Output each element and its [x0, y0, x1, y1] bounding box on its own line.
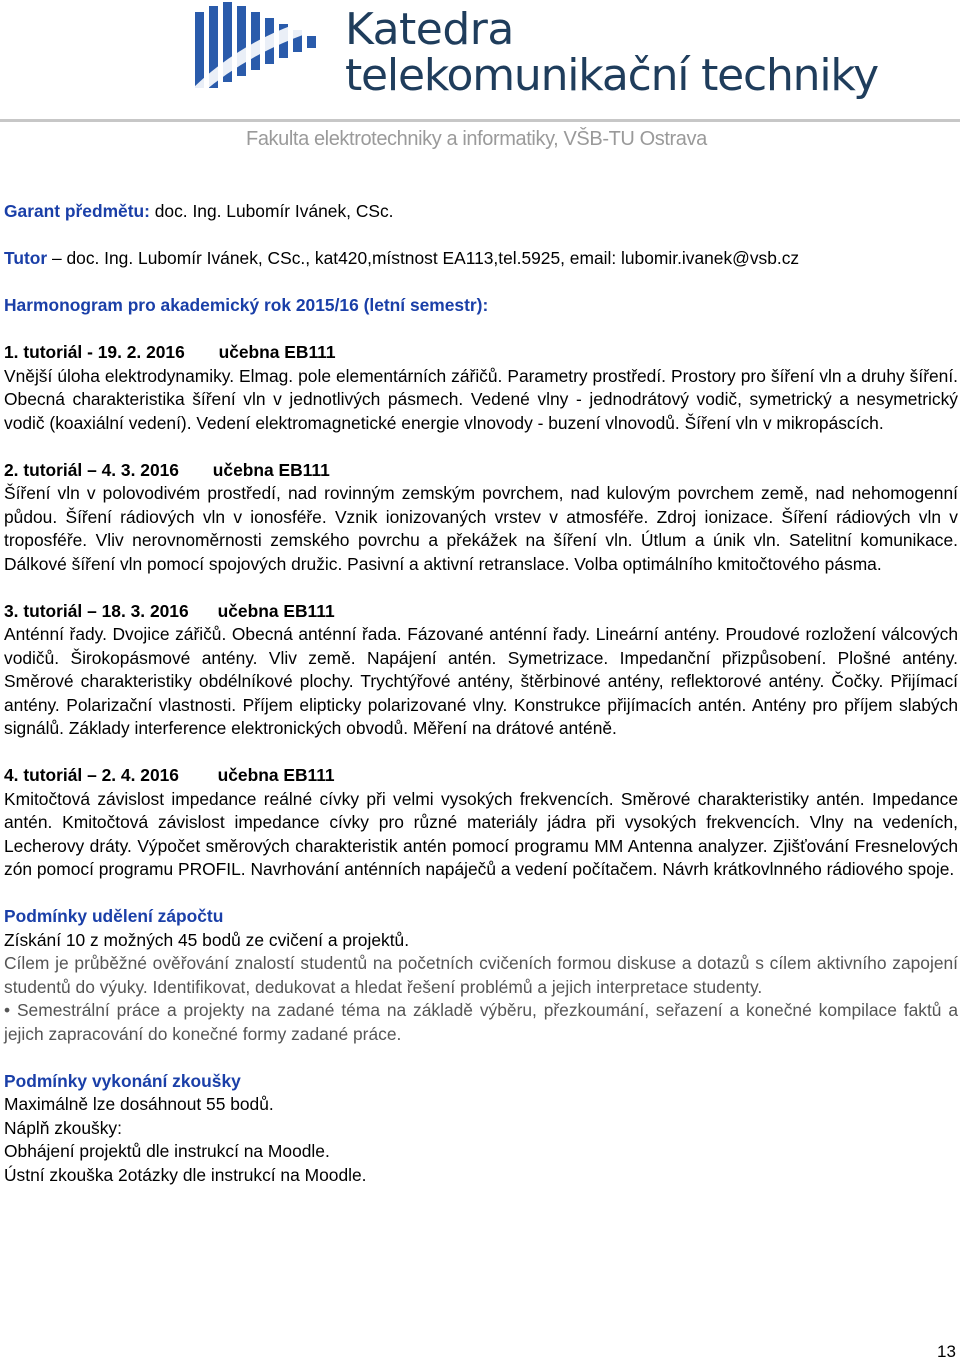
garant-label: Garant předmětu: [4, 201, 150, 221]
exam-line: Náplň zkoušky: [4, 1117, 122, 1138]
tutorial-date: 2. tutoriál – 4. 3. 2016 [4, 459, 179, 480]
page-header [0, 0, 960, 160]
tutorial-date: 4. tutoriál – 2. 4. 2016 [4, 765, 179, 785]
tutorial-room: učebna EB111 [217, 600, 335, 621]
credit-paragraph: Cílem je průběžné ověřování znalostí studentů na početních cvičeních formou diskuse a dotazů s cílem aktivního zapojení studentů do výuky. Identifikovat, dedukovat a hledat řešení problémů a jejich interpretace studenty. [4, 953, 958, 997]
page-number: 13 [937, 1342, 956, 1361]
tutor-label: Tutor [4, 248, 48, 268]
tutorial-text: Šíření vln v polovodivém prostředí, nad rovinným zemským povrchem, nad kulovým povrchem země, nad nehomogenní půdou. Šíření rádiových vln v ionosféře. Vznik ionizovaných vrstev v atmosféře. Zdroj ionizace. Šíření rádiových vln v troposféře. Vliv nerovnoměrnosti zemského povrchu a překážek na šíření vln. Útlum a únik vln. Satelitní komunikace. Dálkové šíření vln pomocí spojových družic. Pasivní a aktivní retranslace. Volba optimálního kmitočtového pásma. [4, 483, 958, 574]
credit-bullet: • Semestrální práce a projekty na zadané téma na základě výběru, přezkoumání, seřazení a konečné kompilace faktů a jejich zapracování do konečné formy zadané práce. [4, 1000, 958, 1044]
header-divider [0, 119, 960, 122]
garant-line [4, 200, 958, 224]
garant-value: doc. Ing. Lubomír Ivánek, CSc. [149, 201, 394, 221]
exam-line: Obhájení projektů dle instrukcí na Moodle. [4, 1141, 330, 1161]
logo-title-line1: Katedra [345, 4, 514, 55]
exam-title: Podmínky vykonání zkoušky [4, 1070, 241, 1091]
tutorial-heading [4, 764, 958, 788]
tutorial-text: Anténní řady. Dvojice zářičů. Obecná anténní řada. Fázované anténní řady. Lineární antény. Proudové rozložení válcových vodičů. Širokopásmové antény. Vliv země. Napájení antén. Symetrizace. Impedanční přizpůsobení. Plošné antény. Směrové charakteristiky obdélníkové plochy. Trychtýřové antény, štěrbinové antény, reflektorové antény. Čočky. Přijímací antény. Polarizační vlastnosti. Příjem elipticky polarizované vlny. Konstrukce přijímacích antén. Antény pro příjem slabých signálů. Základy interference elektronických obvodů. Měření na drátové anténě. [4, 624, 958, 738]
tutorial-heading [4, 459, 958, 483]
document-body [4, 200, 958, 1187]
tutorial-heading [4, 341, 958, 365]
tutor-value: – doc. Ing. Lubomír Ivánek, CSc., kat420,místnost EA113,tel.5925, email: lubomir.ivanek@vsb.cz [47, 248, 800, 268]
tutorial-text: Kmitočtová závislost impedance reálné cívky při velmi vysokých frekvencích. Směrové charakteristiky antén. Impedance antén. Kmitočtová závislost impedance cívky pro různé materiály jádra při vysokých frekvencích. Vlny na vedeních, Lecherovy dráty. Výpočet směrových charakteristik antén pomocí programu MM Antenna analyzer. Zjišťování Fresnelových zón pomocí programu PROFIL. Navrhování anténních napáječů a vedení počítačem. Návrh krátkovlnného rádiového spoje. [4, 788, 958, 879]
tutorial-text: Vnější úloha elektrodynamiky. Elmag. pole elementárních zářičů. Parametry prostředí. Prostory pro šíření vln a druhy šíření. Obecná charakteristika šíření vln v jednotlivých pásmech. Vedené vlny - jednodrátový vodič, symetrický a nesymetrický vodič (koaxiální vedení). Vedení elektromagnetické energie vlnovody - buzení vlnovodů. Šíření vln v mikropáscích. [4, 365, 958, 433]
tutor-line [4, 247, 958, 271]
exam-line: Ústní zkouška 2otázky dle instrukcí na Moodle. [4, 1164, 367, 1185]
schedule-title: Harmonogram pro akademický rok 2015/16 (letní semestr): [4, 295, 489, 315]
tutorial-heading [4, 600, 958, 624]
tutorial-room: učebna EB111 [217, 765, 335, 785]
exam-line: Maximálně lze dosáhnout 55 bodů. [4, 1094, 274, 1114]
tutorial-date: 3. tutoriál – 18. 3. 2016 [4, 600, 189, 621]
credit-title: Podmínky udělení zápočtu [4, 906, 224, 926]
tutorial-date: 1. tutoriál - 19. 2. 2016 [4, 342, 185, 362]
faculty-name: Fakulta elektrotechniky a informatiky, VŠB-TU Ostrava [246, 128, 707, 150]
logo-title-line2: telekomunikační techniky [345, 50, 878, 101]
tutorial-room: učebna EB111 [218, 342, 336, 362]
department-logo-icon [187, 2, 337, 94]
tutorial-room: učebna EB111 [212, 459, 330, 480]
credit-line: Získání 10 z možných 45 bodů ze cvičení a projektů. [4, 929, 410, 950]
